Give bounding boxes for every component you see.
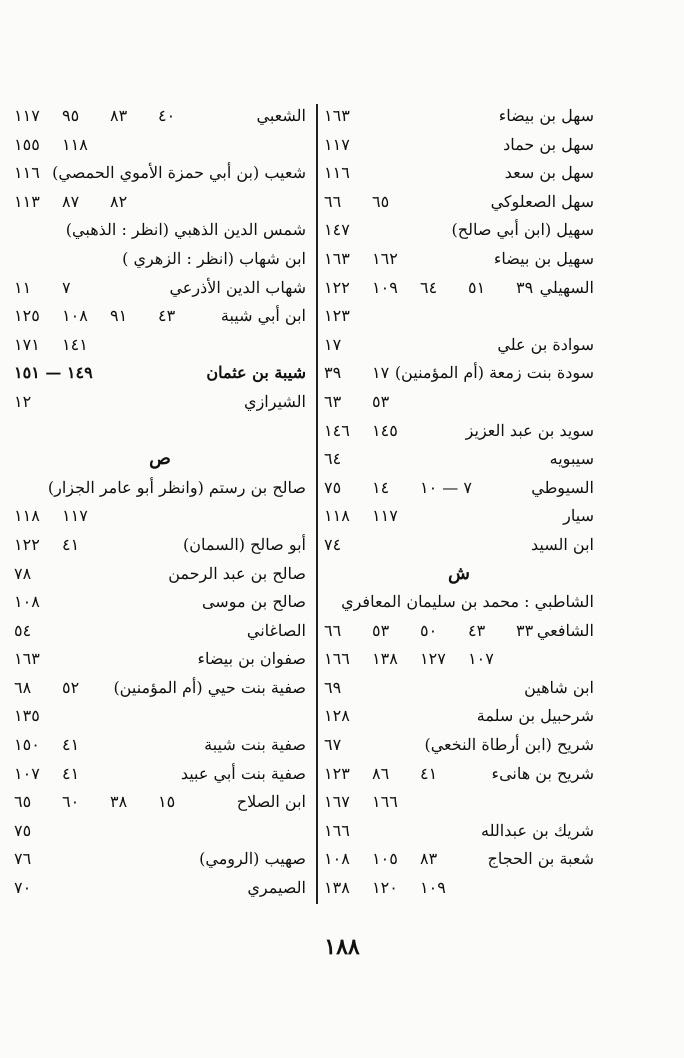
- page-ref: ١١٦: [324, 163, 350, 183]
- index-column-left: [14, 102, 306, 903]
- page-references: [14, 502, 110, 531]
- page-references: [14, 531, 110, 560]
- page-number: ١٨٨: [324, 934, 360, 960]
- page-ref: ٥٤: [14, 620, 32, 640]
- page-ref: ٦٤: [324, 449, 342, 469]
- entry-name: سهل بن سعد: [504, 163, 594, 183]
- page-ref: ٥٢: [62, 677, 80, 697]
- entry-name: صهيب (الرومي): [199, 849, 306, 869]
- index-entry: [14, 760, 306, 789]
- page-references: [14, 131, 110, 160]
- index-entry: [14, 731, 306, 760]
- page-ref: ٨٧: [62, 191, 80, 211]
- page-references: [14, 617, 62, 646]
- entry-name: سهل بن بيضاء: [498, 106, 594, 125]
- index-entry: [14, 617, 306, 646]
- page-ref: ٩١: [110, 306, 128, 326]
- entry-name: صفية بنت أبي عبيد: [180, 763, 306, 783]
- index-entry: [324, 216, 594, 245]
- entry-name: شعبة بن الحجاج: [487, 849, 594, 869]
- index-entry: [324, 359, 594, 388]
- entry-name: شهاب الدين الأذرعي: [169, 277, 306, 297]
- page-ref: ١٧: [324, 334, 342, 354]
- entry-name: سهل بن حماد: [503, 134, 594, 154]
- page-ref: ١٦٦: [324, 820, 350, 840]
- index-entry-continuation: [324, 645, 594, 674]
- page-ref: ٦٥: [372, 191, 390, 211]
- entry-name: سودة بنت زمعة (أم المؤمنين): [394, 363, 594, 383]
- index-entry: [324, 245, 594, 274]
- page-ref: ٦٨: [14, 677, 32, 697]
- page-references: [14, 731, 110, 760]
- page-ref: ١٠٩: [420, 878, 446, 898]
- page-ref: ١٢: [14, 391, 32, 411]
- index-entry: [14, 102, 306, 131]
- index-entry: [14, 788, 306, 817]
- index-entry: [324, 674, 594, 703]
- page-ref: ٩٥: [62, 106, 80, 125]
- index-entry: [324, 188, 594, 217]
- page-ref: ١٢٠: [372, 878, 398, 898]
- section-letter: ص: [149, 448, 171, 470]
- page-ref: ٦٠: [62, 792, 80, 812]
- entry-name: الشيرازي: [244, 391, 306, 411]
- entry-name: الصيمري: [247, 878, 306, 898]
- page-ref: ٨٢: [110, 191, 128, 211]
- index-entry: [14, 845, 306, 874]
- entry-name: السيوطي: [531, 477, 594, 497]
- page-ref: ١٦٣: [324, 248, 350, 268]
- index-entry-continuation: [14, 502, 306, 531]
- page-ref: ٤١: [62, 763, 80, 783]
- page-ref: ١١٨: [62, 134, 88, 154]
- page-ref: ٨٦: [372, 763, 390, 783]
- page-references: [324, 817, 372, 846]
- index-entry-continuation: [14, 817, 306, 846]
- index-entry: [14, 274, 306, 303]
- page-ref: ١٤٧: [324, 220, 350, 240]
- page-ref: ١٤٦: [324, 420, 350, 440]
- page-ref: ٣٩: [324, 363, 342, 383]
- index-entry: [324, 474, 594, 503]
- entry-name: صالح بن رستم (وانظر أبو عامر الجزار): [47, 477, 306, 497]
- index-entry: [324, 817, 594, 846]
- page-references: [14, 331, 110, 360]
- page-references: [324, 788, 420, 817]
- page-ref: ١٦٧: [324, 792, 350, 812]
- page-references: [14, 588, 62, 617]
- page-ref: ٤٣: [468, 620, 486, 640]
- page-ref: ١٤١: [62, 334, 88, 354]
- page-references: [14, 388, 62, 417]
- index-entry: [324, 760, 594, 789]
- entry-name: سهل الصعلوكي: [490, 191, 594, 211]
- column-divider: [316, 104, 318, 904]
- index-entry: [324, 731, 594, 760]
- page-references: [324, 359, 420, 388]
- page-ref: ١١٧: [372, 506, 398, 526]
- page-ref: ٥٣: [372, 391, 390, 411]
- page-references: [324, 645, 516, 674]
- index-column-right: [324, 102, 594, 903]
- page-ref: ٣٩: [516, 277, 534, 297]
- entry-name: صفية بنت شيبة: [204, 735, 306, 755]
- page-references: [14, 159, 62, 188]
- page-ref: ١١٨: [14, 506, 40, 526]
- index-entry: [324, 502, 594, 531]
- page-references: [14, 302, 206, 331]
- entry-name: شريح (ابن أرطاة النخعي): [424, 735, 594, 755]
- page-references: [14, 788, 206, 817]
- page-ref: ١١٧: [14, 106, 40, 125]
- page-ref: ١٣٨: [324, 878, 350, 898]
- page-references: [14, 817, 62, 846]
- index-entry: [14, 674, 306, 703]
- index-entry: [324, 417, 594, 446]
- page-ref: ١١٨: [324, 506, 350, 526]
- page-ref: ١٦٣: [324, 106, 350, 125]
- page-ref: ١٤: [372, 477, 390, 497]
- page-references: [324, 874, 468, 903]
- page-references: [14, 359, 110, 388]
- page-ref: ١٧١: [14, 334, 40, 354]
- page-ref: ١٢٨: [324, 706, 350, 726]
- index-entry: [14, 645, 306, 674]
- index-entry: [14, 588, 306, 617]
- page-ref: ٦٦: [324, 191, 342, 211]
- page-references: [324, 731, 372, 760]
- index-entry: [14, 560, 306, 589]
- index-entry: [324, 845, 594, 874]
- page-ref: ٣٣: [516, 620, 534, 640]
- page-ref: ١٦٦: [372, 792, 398, 812]
- entry-name: سيبويه: [549, 449, 594, 469]
- page-ref: ١١٣: [14, 191, 40, 211]
- entry-name: شعيب (بن أبي حمزة الأموي الحمصي): [52, 163, 306, 183]
- index-entry: [14, 874, 306, 903]
- page-ref: ١٢٢: [324, 277, 350, 297]
- entry-name: ابن الصلاح: [236, 792, 306, 812]
- entry-name: شرحبيل بن سلمة: [476, 706, 594, 726]
- page-ref: ١٢٢: [14, 534, 40, 554]
- index-entry: [324, 702, 594, 731]
- page-ref: ٧ — ١٠: [420, 477, 472, 497]
- page-references: [14, 274, 110, 303]
- index-entry: [14, 359, 306, 388]
- index-entry: [14, 159, 306, 188]
- entry-name: أبو صالح (السمان): [183, 534, 306, 554]
- index-entry: [324, 588, 594, 617]
- entry-name: السهيلي: [539, 277, 594, 297]
- entry-name: شيبة بن عثمان: [206, 363, 306, 383]
- entry-name: شمس الدين الذهبي (انظر : الذهبي): [65, 220, 306, 240]
- entry-name: ابن شاهين: [524, 677, 594, 697]
- index-entry: [14, 474, 306, 503]
- page-ref: ١٠٨: [62, 306, 88, 326]
- index-entry: [324, 331, 594, 360]
- page-references: [324, 245, 420, 274]
- index-entry: [14, 245, 306, 274]
- page-ref: ٧٤: [324, 534, 342, 554]
- entry-name: صفوان بن بيضاء: [197, 649, 306, 669]
- page-ref: ١٣٨: [372, 649, 398, 669]
- page-ref: ١٦٢: [372, 248, 398, 268]
- entry-name: صفية بنت حيي (أم المؤمنين): [113, 677, 306, 697]
- page-ref: ٦٤: [420, 277, 438, 297]
- index-entry-continuation: [324, 302, 594, 331]
- entry-name: ابن شهاب (انظر : الزهري ): [122, 248, 306, 268]
- entry-name: صالح بن عبد الرحمن: [168, 563, 306, 583]
- index-entry: [14, 388, 306, 417]
- entry-name: سوادة بن علي: [497, 334, 594, 354]
- page-references: [324, 445, 372, 474]
- page-ref: ١٣٥: [14, 706, 40, 726]
- page-ref: ١٠٥: [372, 849, 398, 869]
- page-references: [324, 474, 516, 503]
- page-ref: ١٢٧: [420, 649, 446, 669]
- page-ref: ٥٣: [372, 620, 390, 640]
- index-entry: [324, 617, 594, 646]
- entry-name: ابن أبي شيبة: [220, 306, 306, 326]
- page-ref: ٦٧: [324, 735, 342, 755]
- entry-name: ابن السيد: [531, 534, 594, 554]
- page-references: [324, 274, 564, 303]
- page-ref: ١١٧: [62, 506, 88, 526]
- page-references: [324, 417, 420, 446]
- index-entry: [324, 131, 594, 160]
- page-references: [14, 702, 62, 731]
- entry-name: سهيل (ابن أبي صالح): [451, 220, 594, 240]
- entry-name: شريح بن هانىء: [491, 763, 594, 783]
- page-ref: ١٤٩ — ١٥١: [14, 363, 93, 383]
- page-references: [324, 502, 420, 531]
- entry-name: الشعبي: [256, 106, 306, 125]
- index-entry: [14, 216, 306, 245]
- page-ref: ١٠٧: [468, 649, 494, 669]
- page-ref: ٣٨: [110, 792, 128, 812]
- entry-name: الصاغاني: [246, 620, 306, 640]
- page-references: [324, 102, 372, 131]
- page-references: [14, 102, 206, 131]
- section-letter: ش: [448, 562, 470, 584]
- page-ref: ٧: [62, 277, 71, 297]
- page-references: [324, 188, 420, 217]
- page-references: [14, 845, 62, 874]
- page-references: [324, 159, 372, 188]
- page-ref: ١٢٣: [324, 306, 350, 326]
- index-entry-continuation: [14, 188, 306, 217]
- page-references: [324, 674, 372, 703]
- page-ref: ٨٣: [420, 849, 438, 869]
- page-ref: ٤١: [420, 763, 438, 783]
- index-entry-continuation: [14, 331, 306, 360]
- page-ref: ٦٩: [324, 677, 342, 697]
- page-references: [14, 560, 62, 589]
- index-entry: [14, 531, 306, 560]
- page-references: [324, 302, 372, 331]
- page-ref: ٦٦: [324, 620, 342, 640]
- page-ref: ٧٠: [14, 878, 32, 898]
- page-references: [14, 645, 62, 674]
- page-ref: ١١: [14, 277, 32, 297]
- index-entry-continuation: [324, 388, 594, 417]
- page-ref: ١٥: [158, 792, 176, 812]
- entry-name: الشاطبي : محمد بن سليمان المعافري: [341, 592, 594, 612]
- page-ref: ٦٥: [14, 792, 32, 812]
- page-references: [324, 388, 420, 417]
- page-references: [324, 617, 564, 646]
- blank-line: [14, 417, 306, 446]
- page-ref: ١٤٥: [372, 420, 398, 440]
- page-ref: ١٠٨: [324, 849, 350, 869]
- page-references: [324, 331, 372, 360]
- index-entry: [324, 445, 594, 474]
- page-ref: ١٦٣: [14, 649, 40, 669]
- page-references: [14, 874, 62, 903]
- page-references: [324, 216, 372, 245]
- page-ref: ١٠٧: [14, 763, 40, 783]
- page-ref: ٥١: [468, 277, 486, 297]
- page-ref: ١٧: [372, 363, 390, 383]
- page-ref: ١٦٦: [324, 649, 350, 669]
- page-references: [324, 702, 372, 731]
- page-ref: ٤٠: [158, 106, 176, 125]
- page-ref: ٨٣: [110, 106, 128, 125]
- page-ref: ١٢٣: [324, 763, 350, 783]
- page-references: [324, 531, 372, 560]
- index-entry: [324, 102, 594, 131]
- index-entry-continuation: [324, 788, 594, 817]
- entry-name: الشافعي: [536, 620, 594, 640]
- page-ref: ٧٦: [14, 849, 32, 869]
- page-ref: ١٠٨: [14, 592, 40, 612]
- index-entry: [324, 274, 594, 303]
- entry-name: سويد بن عبد العزيز: [465, 420, 594, 440]
- index-entry-continuation: [324, 874, 594, 903]
- page-ref: ٧٨: [14, 563, 32, 583]
- entry-name: شريك بن عبدالله: [481, 820, 594, 840]
- entry-name: سهيل بن بيضاء: [493, 248, 594, 268]
- page-references: [324, 845, 468, 874]
- entry-name: سيار: [563, 506, 594, 526]
- page-ref: ٤٣: [158, 306, 176, 326]
- page-ref: ٥٠: [420, 620, 438, 640]
- index-entry: [324, 531, 594, 560]
- page-references: [324, 131, 372, 160]
- page-ref: ٤١: [62, 534, 80, 554]
- page-references: [14, 674, 110, 703]
- index-entry-continuation: [14, 131, 306, 160]
- page-ref: ١١٦: [14, 163, 40, 183]
- page-ref: ١١٧: [324, 134, 350, 154]
- page-references: [324, 760, 468, 789]
- page-references: [14, 188, 158, 217]
- page-references: [14, 760, 110, 789]
- index-entry: [324, 159, 594, 188]
- page-ref: ١٢٥: [14, 306, 40, 326]
- page-ref: ٧٥: [324, 477, 342, 497]
- page-ref: ٤١: [62, 735, 80, 755]
- entry-name: صالح بن موسى: [201, 592, 306, 612]
- index-entry-continuation: [14, 702, 306, 731]
- index-entry: [14, 302, 306, 331]
- page-ref: ١٠٩: [372, 277, 398, 297]
- page-ref: ٦٣: [324, 391, 342, 411]
- page-ref: ١٥٥: [14, 134, 40, 154]
- page-ref: ١٥٠: [14, 735, 40, 755]
- page-ref: ٧٥: [14, 820, 32, 840]
